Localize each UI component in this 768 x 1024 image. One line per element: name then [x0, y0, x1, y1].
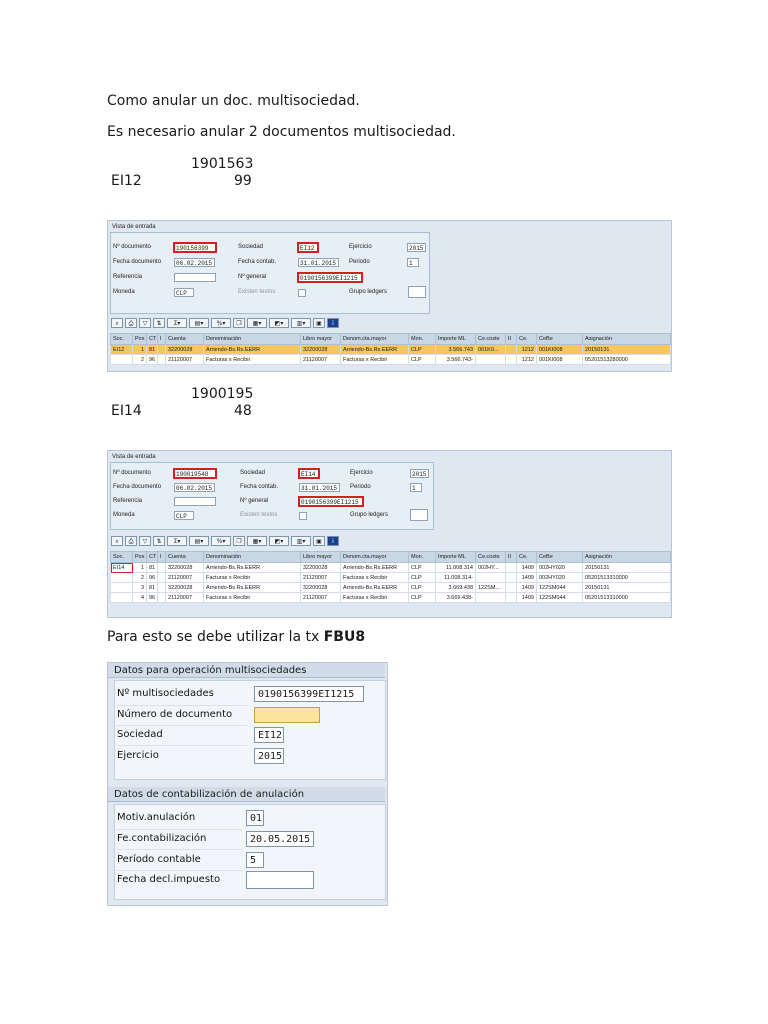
table-cell — [111, 583, 133, 593]
table-cell — [158, 355, 166, 365]
table-cell: 32200028 — [166, 583, 204, 593]
table-cell: 21120007 — [166, 355, 204, 365]
table-cell: 32200028 — [301, 583, 341, 593]
copy-icon[interactable]: ❐ — [233, 536, 245, 546]
table-cell — [506, 355, 517, 365]
table-cell: 96 — [147, 573, 158, 583]
ejercicio-field[interactable]: 2015 — [410, 469, 429, 478]
table-cell: 1409 — [517, 583, 537, 593]
table-cell: 1 — [133, 345, 147, 355]
divider — [117, 829, 242, 830]
entry-view-frame — [110, 462, 434, 530]
sum-icon[interactable]: Σ▾ — [167, 536, 187, 546]
table-body-1 — [111, 345, 671, 365]
table-cell: 1409 — [517, 573, 537, 583]
fbu8-form — [107, 662, 388, 906]
fecha-doc-field[interactable]: 06.02.2015 — [174, 258, 215, 267]
table-cell: CLP — [409, 583, 436, 593]
periodo-field[interactable]: 1 — [407, 258, 419, 267]
grid-toolbar — [111, 317, 339, 329]
sociedad-label: Sociedad — [238, 244, 264, 250]
table-cell — [506, 563, 517, 573]
table-cell: 3.669.438 — [436, 583, 476, 593]
table-cell — [111, 573, 133, 583]
moneda-label: Moneda — [113, 289, 135, 295]
table-cell: 122SM... — [476, 583, 506, 593]
sum-icon[interactable]: Σ▾ — [167, 318, 187, 328]
sort-icon[interactable]: ⇅ — [153, 536, 165, 546]
table-cell — [476, 593, 506, 603]
column-header[interactable]: I — [158, 334, 166, 345]
moneda-label: Moneda — [113, 512, 135, 518]
table-cell: Facturas x Recibir — [204, 355, 301, 365]
table-cell — [506, 573, 517, 583]
sap-panel-2 — [107, 450, 672, 618]
periodo-field[interactable]: 1 — [410, 483, 422, 492]
existen-textos-checkbox[interactable] — [298, 289, 306, 297]
table-body-2 — [111, 563, 671, 603]
table-cell: 21120007 — [301, 593, 341, 603]
column-header[interactable]: Pos — [133, 334, 147, 345]
divider — [117, 745, 247, 746]
column-header[interactable]: II — [506, 334, 517, 345]
periodo-contable-field[interactable]: 5 — [246, 852, 264, 868]
table-cell: Facturas x Recibir — [341, 355, 409, 365]
table-cell: 21120007 — [301, 355, 341, 365]
ejercicio-field[interactable]: 2015 — [254, 748, 284, 764]
table-row[interactable] — [111, 593, 671, 603]
table-cell: Arriendo-Bs.Rs.EERR — [204, 345, 301, 355]
table-cell: CLP — [409, 355, 436, 365]
referencia-field[interactable] — [174, 497, 216, 506]
line-items-table-1 — [110, 333, 671, 365]
doc-title: Como anular un doc. multisociedad. — [107, 93, 360, 109]
doc1-suffix: 99 — [234, 173, 252, 189]
table-cell — [476, 573, 506, 583]
view-icon[interactable]: ▥▾ — [291, 536, 311, 546]
fecha-contab-label: Fecha contab. — [238, 259, 277, 265]
sort-icon[interactable]: ⇅ — [153, 318, 165, 328]
divider — [117, 849, 242, 850]
fe-contabilizacion-field[interactable]: 20.05.2015 — [246, 831, 314, 847]
column-header[interactable]: Importe ML — [436, 334, 476, 345]
column-header[interactable]: Mon. — [409, 334, 436, 345]
table-cell: 96 — [147, 593, 158, 603]
view-icon[interactable]: ▥▾ — [291, 318, 311, 328]
doc-no-label: Nº documento — [113, 244, 151, 250]
table-cell: 1409 — [517, 593, 537, 603]
table-cell: 3.566.743- — [436, 355, 476, 365]
table-cell: 21120007 — [166, 573, 204, 583]
table-cell: 05201513280000 — [583, 355, 671, 365]
no-general-label: Nº general — [240, 498, 269, 504]
table-cell: 002HY020 — [537, 563, 583, 573]
table-cell — [111, 593, 133, 603]
column-header[interactable]: Asignación — [583, 334, 671, 345]
doc1-company: EI12 — [111, 173, 142, 189]
sociedad-field[interactable]: EI14 — [299, 469, 319, 478]
layout-icon[interactable]: %▾ — [211, 536, 231, 546]
table-cell: 32200028 — [166, 345, 204, 355]
column-header[interactable]: Libro mayor — [301, 334, 341, 345]
info-icon-alt[interactable]: ▣ — [313, 536, 325, 546]
table-cell — [506, 583, 517, 593]
table-cell: EI14 — [111, 563, 133, 573]
table-cell: 11.008.314- — [436, 573, 476, 583]
table-cell: Arriendo-Bs.Rs.EERR — [204, 563, 301, 573]
periodo-label: Periodo — [350, 484, 371, 490]
sap-panel-1 — [107, 220, 672, 372]
table-cell: 32200028 — [301, 345, 341, 355]
table-cell: 122SM044 — [537, 593, 583, 603]
table-cell: CLP — [409, 573, 436, 583]
multisociedades-label: Nº multisociedades — [117, 688, 214, 699]
sociedad-field[interactable]: EI12 — [254, 727, 284, 743]
doc-no-label: Nº documento — [113, 470, 151, 476]
table-cell — [158, 573, 166, 583]
detail-icon[interactable]: ⌕ — [111, 536, 123, 546]
table-cell: 81 — [147, 583, 158, 593]
grupo-ledgers-field[interactable] — [410, 509, 428, 521]
existen-textos-label: Existen textos — [240, 512, 278, 518]
table-cell — [158, 593, 166, 603]
table-cell: Facturas x Recibir — [204, 573, 301, 583]
column-header[interactable]: Asignación — [583, 552, 671, 563]
column-header[interactable]: Ce.coste — [476, 552, 506, 563]
table-row[interactable] — [111, 355, 671, 365]
column-header[interactable]: Cuenta — [166, 334, 204, 345]
column-header[interactable]: Mon. — [409, 552, 436, 563]
table-cell: 05201513310000 — [583, 573, 671, 583]
fecha-contab-field[interactable]: 31.01.2015 — [298, 258, 339, 267]
existen-textos-checkbox[interactable] — [299, 512, 307, 520]
section-header: Datos de contabilización de anulación — [108, 787, 385, 802]
table-row[interactable] — [111, 563, 671, 573]
table-cell — [476, 355, 506, 365]
no-general-field[interactable]: 0190156399EI1215 — [299, 497, 363, 506]
ejercicio-field[interactable]: 2015 — [407, 243, 426, 252]
fecha-doc-label: Fecha documento — [113, 484, 162, 490]
motiv-anulacion-label: Motiv.anulación — [117, 812, 196, 823]
table-cell: CLP — [409, 593, 436, 603]
column-header[interactable]: CT — [147, 552, 158, 563]
column-header[interactable]: Cuenta — [166, 552, 204, 563]
detail-icon[interactable]: ⌕ — [111, 318, 123, 328]
doc-no-field[interactable]: 190156399 — [174, 243, 216, 252]
table-cell: 11.008.314 — [436, 563, 476, 573]
table-cell — [111, 355, 133, 365]
divider — [117, 705, 247, 706]
anulacion-section — [108, 787, 387, 903]
table-cell: Arriendo-Bs.Rs.EERR — [341, 563, 409, 573]
sociedad-label: Sociedad — [240, 470, 266, 476]
column-header[interactable]: Libro mayor — [301, 552, 341, 563]
column-header[interactable]: CeBe — [537, 334, 583, 345]
table-cell: 05201513310000 — [583, 593, 671, 603]
table-cell: Facturas x Recibir — [341, 573, 409, 583]
fecha-doc-label: Fecha documento — [113, 259, 162, 265]
table-cell: 1212 — [517, 355, 537, 365]
periodo-label: Periodo — [349, 259, 370, 265]
ejercicio-label: Ejercicio — [117, 750, 159, 761]
fecha-impuesto-field[interactable] — [246, 871, 314, 889]
tx-prefix: Para esto se debe utilizar la tx — [107, 629, 324, 645]
table-cell: 3.566.743 — [436, 345, 476, 355]
info-icon[interactable]: i — [327, 536, 339, 546]
column-header[interactable]: Denom.cta.mayor — [341, 552, 409, 563]
no-general-field[interactable]: 0190156399EI1215 — [298, 273, 362, 282]
spreadsheet-icon[interactable]: ▦▾ — [247, 536, 267, 546]
table-cell: 20150131 — [583, 345, 671, 355]
column-header[interactable]: Ce. — [517, 334, 537, 345]
table-cell: 001KI008 — [537, 355, 583, 365]
column-header[interactable]: Pos — [133, 552, 147, 563]
table-row[interactable] — [111, 345, 671, 355]
column-header[interactable]: II — [506, 552, 517, 563]
multisociedad-section — [108, 663, 387, 783]
numero-doc-field[interactable] — [254, 707, 320, 723]
table-row[interactable] — [111, 583, 671, 593]
table-cell: 3 — [133, 583, 147, 593]
table-cell: 3.669.438- — [436, 593, 476, 603]
doc2-number: 1900195 — [191, 386, 254, 402]
motiv-anulacion-field[interactable]: 01 — [246, 810, 264, 826]
table-cell: 2 — [133, 355, 147, 365]
column-header[interactable]: CT — [147, 334, 158, 345]
table-cell: 1409 — [517, 563, 537, 573]
column-header[interactable]: Ce.coste — [476, 334, 506, 345]
table-cell: 21120007 — [166, 593, 204, 603]
section-title: Vista de entrada — [112, 224, 156, 230]
table-cell: 4 — [133, 593, 147, 603]
no-general-label: Nº general — [238, 274, 267, 280]
table-cell: 002HY... — [476, 563, 506, 573]
sociedad-label: Sociedad — [117, 729, 163, 740]
fecha-impuesto-label: Fecha decl.impuesto — [117, 874, 221, 885]
table-cell: 81 — [147, 563, 158, 573]
existen-textos-label: Existen textos — [238, 289, 276, 295]
table-cell: 1 — [133, 563, 147, 573]
section-title: Vista de entrada — [112, 454, 156, 460]
table-cell: 96 — [147, 355, 158, 365]
table-cell: 2 — [133, 573, 147, 583]
moneda-field[interactable]: CLP — [174, 288, 194, 297]
export-icon[interactable]: ▤▾ — [189, 318, 209, 328]
column-header[interactable]: Denom.cta.mayor — [341, 334, 409, 345]
doc2-suffix: 48 — [234, 403, 252, 419]
table-cell: 1212 — [517, 345, 537, 355]
table-cell: 002HY020 — [537, 573, 583, 583]
fecha-doc-field[interactable]: 06.02.2015 — [174, 483, 215, 492]
filter-icon[interactable]: ▽ — [139, 318, 151, 328]
layout-icon[interactable]: %▾ — [211, 318, 231, 328]
divider — [117, 725, 247, 726]
table-cell: 122SM044 — [537, 583, 583, 593]
table-cell: Arriendo-Bs.Rs.EERR — [341, 345, 409, 355]
tx-code: FBU8 — [323, 629, 366, 645]
column-header[interactable]: CeBe — [537, 552, 583, 563]
table-cell — [158, 583, 166, 593]
table-cell: 20150131 — [583, 583, 671, 593]
table-cell: 20150131 — [583, 563, 671, 573]
referencia-field[interactable] — [174, 273, 216, 282]
table-cell: CLP — [409, 563, 436, 573]
section-header: Datos para operación multisociedades — [108, 663, 385, 678]
table-cell — [158, 345, 166, 355]
sociedad-field[interactable]: EI12 — [298, 243, 318, 252]
column-header[interactable]: Denominación — [204, 552, 301, 563]
table-header-row — [111, 334, 671, 345]
fecha-contab-label: Fecha contab. — [240, 484, 279, 490]
line-items-table-2 — [110, 551, 671, 603]
table-cell: 21120007 — [301, 573, 341, 583]
fe-contabilizacion-label: Fe.contabilización — [117, 833, 207, 844]
table-row[interactable] — [111, 573, 671, 583]
table-cell: EI12 — [111, 345, 133, 355]
column-header[interactable]: Importe ML — [436, 552, 476, 563]
referencia-label: Referencia — [113, 498, 143, 504]
referencia-label: Referencia — [113, 274, 143, 280]
graphic-icon[interactable]: ◩▾ — [269, 536, 289, 546]
moneda-field[interactable]: CLP — [174, 511, 194, 520]
info-icon-alt[interactable]: ▣ — [313, 318, 325, 328]
table-cell: Arriendo-Bs.Rs.EERR — [204, 583, 301, 593]
table-cell: Facturas x Recibir — [204, 593, 301, 603]
copy-icon[interactable]: ❐ — [233, 318, 245, 328]
entry-view-frame — [110, 232, 430, 314]
filter-icon[interactable]: ▽ — [139, 536, 151, 546]
divider — [117, 870, 242, 871]
table-cell: 81 — [147, 345, 158, 355]
table-cell: Arriendo-Bs.Rs.EERR — [341, 583, 409, 593]
multisociedades-field[interactable]: 0190156399EI1215 — [254, 686, 364, 702]
column-header[interactable]: Soc. — [111, 552, 133, 563]
table-cell: 001KI008 — [537, 345, 583, 355]
grupo-ledgers-label: Grupo ledgers — [349, 289, 388, 295]
column-header[interactable]: Soc. — [111, 334, 133, 345]
table-header-row — [111, 552, 671, 563]
table-cell — [506, 593, 517, 603]
column-header[interactable]: Denominación — [204, 334, 301, 345]
table-cell: 001K0... — [476, 345, 506, 355]
spreadsheet-icon[interactable]: ▦▾ — [247, 318, 267, 328]
periodo-contable-label: Período contable — [117, 854, 201, 865]
table-cell: Facturas x Recibir — [341, 593, 409, 603]
doc2-company: EI14 — [111, 403, 142, 419]
fecha-contab-field[interactable]: 31.01.2015 — [299, 483, 340, 492]
table-cell: 32200028 — [301, 563, 341, 573]
ejercicio-label: Ejercicio — [350, 470, 373, 476]
column-header[interactable]: Ce. — [517, 552, 537, 563]
grupo-ledgers-label: Grupo ledgers — [350, 512, 389, 518]
doc1-number: 1901563 — [191, 156, 254, 172]
table-cell: 32200028 — [166, 563, 204, 573]
export-icon[interactable]: ▤▾ — [189, 536, 209, 546]
ejercicio-label: Ejercicio — [349, 244, 372, 250]
table-cell — [506, 345, 517, 355]
intro-text: Es necesario anular 2 documentos multisociedad. — [107, 124, 456, 140]
numero-doc-label: Número de documento — [117, 709, 233, 720]
tx-instruction — [107, 629, 365, 645]
print-icon[interactable]: ⎙ — [125, 536, 137, 546]
table-cell: CLP — [409, 345, 436, 355]
table-cell — [158, 563, 166, 573]
column-header[interactable]: I — [158, 552, 166, 563]
info-icon[interactable]: i — [327, 318, 339, 328]
grid-toolbar — [111, 535, 339, 547]
grupo-ledgers-field[interactable] — [408, 286, 426, 298]
print-icon[interactable]: ⎙ — [125, 318, 137, 328]
doc-no-field[interactable]: 190019548 — [174, 469, 216, 478]
graphic-icon[interactable]: ◩▾ — [269, 318, 289, 328]
